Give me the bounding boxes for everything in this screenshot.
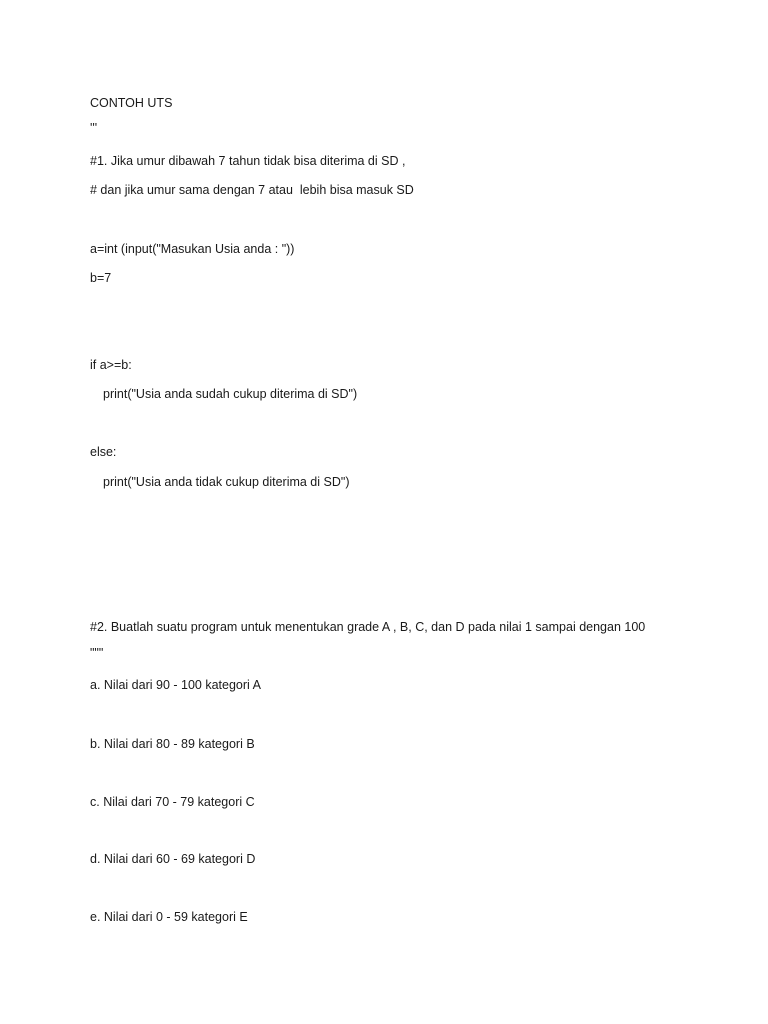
list-item: a. Nilai dari 90 - 100 kategori A <box>90 678 261 692</box>
code-line: if a>=b: <box>90 358 132 372</box>
list-item: b. Nilai dari 80 - 89 kategori B <box>90 737 255 751</box>
list-item: d. Nilai dari 60 - 69 kategori D <box>90 852 256 866</box>
code-line: else: <box>90 445 117 459</box>
document-title: CONTOH UTS <box>90 96 173 110</box>
docstring-open: """ <box>90 646 104 660</box>
code-line: b=7 <box>90 271 112 285</box>
code-line: a=int (input("Masukan Usia anda : ")) <box>90 242 295 256</box>
comment-line: #1. Jika umur dibawah 7 tahun tidak bisa diterima di SD , <box>90 154 406 168</box>
code-line: print("Usia anda sudah cukup diterima di SD") <box>103 387 358 401</box>
docstring-open: ''' <box>90 121 98 135</box>
question-heading: #2. Buatlah suatu program untuk menentukan grade A , B, C, dan D pada nilai 1 sampai dengan 100 <box>90 620 646 634</box>
list-item: e. Nilai dari 0 - 59 kategori E <box>90 910 248 924</box>
list-item: c. Nilai dari 70 - 79 kategori C <box>90 795 255 809</box>
code-line: print("Usia anda tidak cukup diterima di SD") <box>103 475 350 489</box>
comment-line: # dan jika umur sama dengan 7 atau lebih bisa masuk SD <box>90 183 414 197</box>
